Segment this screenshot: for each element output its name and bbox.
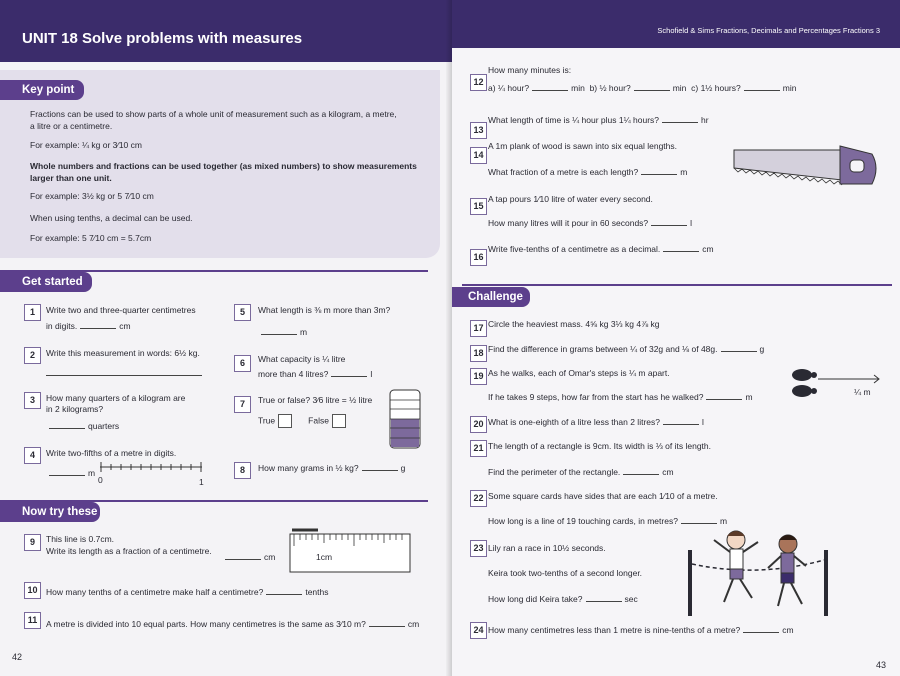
question-3-text-2: in 2 kilograms? <box>46 404 104 414</box>
question-19-text: As he walks, each of Omar's steps is ¼ m apart. <box>488 368 670 378</box>
key-point-line2: a litre or a centimetre. <box>30 121 113 131</box>
question-number-7: 7 <box>234 396 251 413</box>
answer-20-unit: l <box>701 417 704 427</box>
question-23-label: How long did Keira take? <box>488 594 583 604</box>
question-10-label: How many tenths of a centimetre make half a centimetre? <box>46 587 264 597</box>
right-page <box>452 0 900 676</box>
answer-8-unit: g <box>400 463 406 473</box>
litre-jug-icon <box>388 388 424 452</box>
question-number-11: 11 <box>24 612 41 629</box>
key-point-example2: For example: 3½ kg or 5 7⁄10 cm <box>30 191 154 201</box>
answer-1-unit: cm <box>119 321 131 331</box>
question-3-answer <box>46 420 119 432</box>
question-11-text <box>46 618 419 630</box>
answer-14-unit: m <box>680 167 688 177</box>
question-21-text-2 <box>488 466 674 478</box>
answer-line-4[interactable] <box>49 467 85 476</box>
answer-13-unit: hr <box>701 115 709 125</box>
answer-line-16[interactable] <box>663 243 699 252</box>
ruler-label: 1cm <box>316 552 333 562</box>
question-15-text-2 <box>488 217 692 229</box>
question-1-text: Write two and three-quarter centimetres <box>46 305 196 315</box>
question-8-label: How many grams in ½ kg? <box>258 463 359 473</box>
question-17-text: Circle the heaviest mass. 4⅝ kg 3⅓ kg 4⅞ kg <box>488 319 660 329</box>
question-number-4: 4 <box>24 447 41 464</box>
question-5-answer <box>258 326 307 338</box>
answer-line-10[interactable] <box>266 586 302 595</box>
question-number-22: 22 <box>470 490 487 507</box>
answer-line-21[interactable] <box>623 466 659 475</box>
key-point-example3: For example: 5 7⁄10 cm = 5.7cm <box>30 233 152 243</box>
answer-line-12a[interactable] <box>532 82 568 91</box>
key-point-example1: For example: ¼ kg or 3⁄10 cm <box>30 140 142 150</box>
question-18-text <box>488 343 764 355</box>
answer-line-19[interactable] <box>706 391 742 400</box>
true-checkbox[interactable] <box>278 414 292 428</box>
answer-line-3[interactable] <box>49 420 85 429</box>
question-12b: b) ½ hour? <box>589 83 631 93</box>
question-22-text: Some square cards have sides that are each 1⁄10 of a metre. <box>488 491 718 501</box>
key-point-line4: larger than one unit. <box>30 173 112 183</box>
question-4-text: Write two-fifths of a metre in digits. <box>46 448 177 458</box>
false-label: False <box>308 415 329 426</box>
question-number-17: 17 <box>470 320 487 337</box>
answer-line-6[interactable] <box>331 368 367 377</box>
unit-header-band <box>0 0 452 62</box>
step-length-label: ¼ m <box>854 387 871 397</box>
question-19-label: If he takes 9 steps, how far from the start has he walked? <box>488 392 704 402</box>
question-15-text: A tap pours 1⁄10 litre of water every second. <box>488 194 653 204</box>
true-label: True <box>258 415 276 426</box>
question-11-label: A metre is divided into 10 equal parts. How many centimetres is the same as 3⁄10 m? <box>46 619 366 629</box>
question-number-21: 21 <box>470 440 487 457</box>
question-9-text-2: Write its length as a fraction of a centimetre. <box>46 546 212 556</box>
question-14-text: A 1m plank of wood is sawn into six equal lengths. <box>488 141 677 151</box>
answer-22-unit: m <box>719 516 728 526</box>
key-point-heading: Key point <box>0 80 84 100</box>
question-number-13: 13 <box>470 122 487 139</box>
question-4-answer <box>46 467 95 479</box>
question-6-text: What capacity is ¼ litre <box>258 354 346 364</box>
question-23-text-2: Keira took two-tenths of a second longer. <box>488 568 643 578</box>
number-line-icon <box>100 460 206 474</box>
question-21-label: Find the perimeter of the rectangle. <box>488 467 621 477</box>
series-header-band <box>452 0 900 48</box>
question-7-text: True or false? 3⁄6 litre = ½ litre <box>258 395 373 405</box>
question-9-text: This line is 0.7cm. <box>46 534 115 544</box>
answer-12b-unit: min <box>672 83 687 93</box>
answer-line-12c[interactable] <box>744 82 780 91</box>
answer-line-5[interactable] <box>261 326 297 335</box>
question-number-23: 23 <box>470 540 487 557</box>
question-5-text: What length is ⅜ m more than 3m? <box>258 305 391 315</box>
question-number-16: 16 <box>470 249 487 266</box>
answer-line-14[interactable] <box>641 166 677 175</box>
question-number-19: 19 <box>470 368 487 385</box>
false-checkbox[interactable] <box>332 414 346 428</box>
question-16-text <box>488 243 714 255</box>
question-number-12: 12 <box>470 74 487 91</box>
runners-finish-line-icon <box>688 524 832 618</box>
question-16-label: Write five-tenths of a centimetre as a decimal. <box>488 244 661 254</box>
saw-icon <box>732 144 882 190</box>
answer-line-23[interactable] <box>586 593 622 602</box>
question-24-label: How many centimetres less than 1 metre is nine-tenths of a metre? <box>488 625 741 635</box>
question-24-text <box>488 624 794 636</box>
question-number-5: 5 <box>234 304 251 321</box>
ruler-icon <box>290 528 412 574</box>
question-10-text <box>46 586 328 598</box>
number-line-one: 1 <box>199 477 204 487</box>
question-3-text: How many quarters of a kilogram are <box>46 393 186 403</box>
answer-line-15[interactable] <box>651 217 687 226</box>
answer-12a-unit: min <box>571 83 585 93</box>
question-number-20: 20 <box>470 416 487 433</box>
question-7-options <box>258 414 346 428</box>
question-number-24: 24 <box>470 622 487 639</box>
question-number-15: 15 <box>470 198 487 215</box>
answer-24-unit: cm <box>782 625 794 635</box>
answer-15-unit: l <box>690 218 693 228</box>
question-14-text-2 <box>488 166 687 178</box>
answer-line-20[interactable] <box>663 416 699 425</box>
answer-line-12b[interactable] <box>634 82 670 91</box>
challenge-rule <box>462 284 892 286</box>
question-19-text-2 <box>488 391 753 403</box>
unit-title: UNIT 18 Solve problems with measures <box>22 30 303 47</box>
question-6-text-2 <box>258 368 372 380</box>
answer-line-18[interactable] <box>721 343 757 352</box>
question-12c: c) 1½ hours? <box>691 83 741 93</box>
answer-line-11[interactable] <box>369 618 405 627</box>
question-1-text-2 <box>46 320 131 332</box>
question-13-label: What length of time is ¼ hour plus 1¼ hours? <box>488 115 660 125</box>
question-14-label: What fraction of a metre is each length? <box>488 167 639 177</box>
key-point-line5: When using tenths, a decimal can be used. <box>30 213 193 223</box>
question-number-14: 14 <box>470 147 487 164</box>
answer-line-22[interactable] <box>681 515 717 524</box>
answer-23-unit: sec <box>624 594 638 604</box>
answer-3-unit: quarters <box>88 421 120 431</box>
answer-line-2[interactable] <box>46 375 202 376</box>
question-18-label: Find the difference in grams between ¼ of 32g and ⅛ of 48g. <box>488 344 718 354</box>
answer-line-24[interactable] <box>743 624 779 633</box>
answer-line-9[interactable] <box>225 551 261 560</box>
answer-10-unit: tenths <box>305 587 329 597</box>
question-number-18: 18 <box>470 345 487 362</box>
answer-12c-unit: min <box>782 83 797 93</box>
key-point-line3: Whole numbers and fractions can be used together (as mixed numbers) to show measurements <box>30 161 417 171</box>
get-started-heading: Get started <box>0 272 92 292</box>
question-number-3: 3 <box>24 392 41 409</box>
question-1-in-digits: in digits. <box>46 321 78 331</box>
question-number-10: 10 <box>24 582 41 599</box>
question-number-2: 2 <box>24 347 41 364</box>
question-12a: a) ¼ hour? <box>488 83 530 93</box>
answer-18-unit: g <box>759 344 765 354</box>
answer-line-1[interactable] <box>80 320 116 329</box>
question-12-parts <box>488 82 796 94</box>
series-header: Schofield & Sims Fractions, Decimals and Percentages Fractions 3 <box>657 26 880 35</box>
answer-16-unit: cm <box>702 244 714 254</box>
answer-5-unit: m <box>300 327 308 337</box>
question-22-label: How long is a line of 19 touching cards, in metres? <box>488 516 678 526</box>
answer-11-unit: cm <box>407 619 420 629</box>
answer-19-unit: m <box>745 392 753 402</box>
answer-4-unit: m <box>88 468 96 478</box>
page-number-right: 43 <box>876 660 887 670</box>
question-2-text: Write this measurement in words: 6½ kg. <box>46 348 200 358</box>
page-number-left: 42 <box>12 652 23 662</box>
question-13-text <box>488 114 709 126</box>
answer-line-13[interactable] <box>662 114 698 123</box>
question-number-1: 1 <box>24 304 41 321</box>
question-23-text: Lily ran a race in 10½ seconds. <box>488 543 606 553</box>
question-8-text <box>258 462 405 474</box>
question-12-text: How many minutes is: <box>488 65 572 75</box>
question-21-text: The length of a rectangle is 9cm. Its width is ⅓ of its length. <box>488 441 712 451</box>
answer-line-8[interactable] <box>362 462 398 471</box>
question-number-6: 6 <box>234 355 251 372</box>
answer-21-unit: cm <box>662 467 674 477</box>
question-20-label: What is one-eighth of a litre less than 2 litres? <box>488 417 660 427</box>
question-20-text <box>488 416 704 428</box>
question-6-more-than: more than 4 litres? <box>258 369 329 379</box>
challenge-heading: Challenge <box>452 287 530 307</box>
answer-6-unit: l <box>370 369 373 379</box>
question-23-text-3 <box>488 593 638 605</box>
now-try-heading: Now try these <box>0 502 100 522</box>
question-number-9: 9 <box>24 534 41 551</box>
question-9-answer <box>222 551 275 563</box>
answer-9-unit: cm <box>264 552 276 562</box>
number-line-zero: 0 <box>98 475 103 485</box>
question-15-label: How many litres will it pour in 60 seconds? <box>488 218 649 228</box>
question-number-8: 8 <box>234 462 251 479</box>
key-point-line1: Fractions can be used to show parts of a whole unit of measurement such as a kilogram, a metre, <box>30 109 397 119</box>
